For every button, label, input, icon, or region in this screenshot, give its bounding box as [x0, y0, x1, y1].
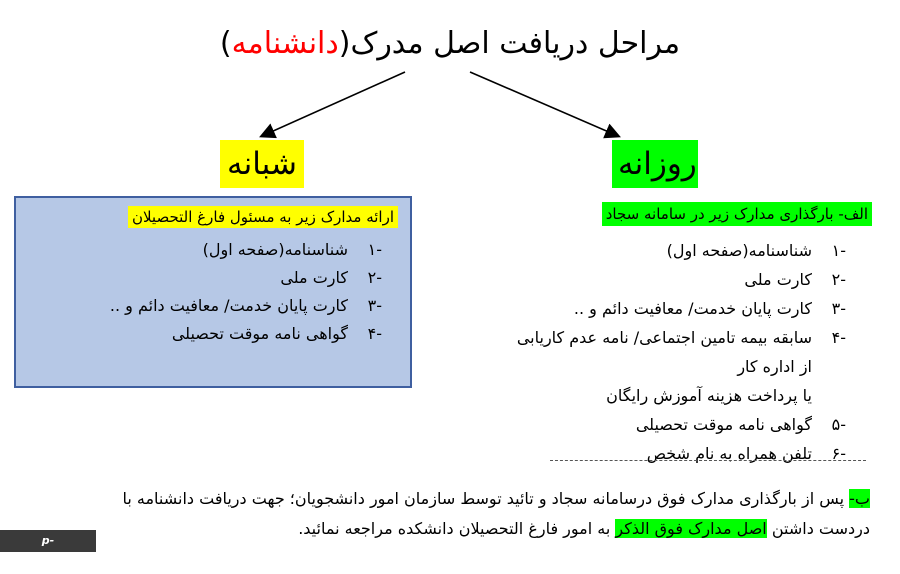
list-item [42, 264, 382, 292]
item-text: شناسنامه(صفحه اول) [202, 240, 348, 259]
night-label: شبانه [220, 140, 304, 188]
item-text: کارت ملی [744, 270, 812, 289]
list-item [42, 236, 382, 264]
item-continuation: یا پرداخت هزینه آموزش رایگان [606, 386, 812, 405]
item-text: کارت پایان خدمت/ معافیت دائم و .. [109, 296, 348, 315]
item-number: -۳ [831, 299, 846, 318]
item-text: شناسنامه(صفحه اول) [666, 241, 812, 260]
list-item [516, 323, 846, 381]
item-number: -۴ [367, 324, 382, 343]
footer-line-1 [50, 484, 870, 514]
item-number: -۲ [831, 270, 846, 289]
list-item [516, 294, 846, 323]
separator-line [550, 460, 866, 461]
item-number: -۵ [831, 415, 846, 434]
list-item [42, 320, 382, 348]
footer-line-2 [50, 514, 870, 544]
arrow-to-day [470, 72, 618, 136]
item-number: -۳ [367, 296, 382, 315]
item-text: تلفن همراه به نام شخص [646, 444, 812, 463]
footer-highlight: اصل مدارک فوق الذکر [615, 519, 767, 538]
day-label: روزانه [612, 140, 698, 188]
night-list [42, 236, 382, 348]
item-number: -۴ [831, 328, 846, 347]
list-item [516, 265, 846, 294]
page-title: مراحل دریافت اصل مدرک(دانشنامه) [219, 26, 681, 61]
item-text: کارت ملی [280, 268, 348, 287]
title-main: مراحل دریافت اصل مدرک [350, 26, 681, 61]
footer-note [50, 484, 870, 544]
item-text: گواهی نامه موقت تحصیلی [171, 324, 348, 343]
title-highlight: دانشنامه [231, 26, 339, 61]
night-heading: ارائه مدارک زیر به مسئول فارغ التحصیلان [128, 206, 398, 228]
footer-prefix: ب- [849, 489, 870, 508]
footer-line-2-b: به امور فارغ التحصیلان دانشکده مراجعه نمائید. [298, 519, 616, 538]
item-text: گواهی نامه موقت تحصیلی [635, 415, 812, 434]
list-item [516, 439, 846, 468]
item-number: -۲ [367, 268, 382, 287]
day-list [516, 236, 846, 468]
night-requirements-box [14, 196, 412, 388]
arrow-to-night [262, 72, 405, 136]
site-watermark: p-babol.tvu.ac.ir [0, 530, 96, 552]
list-item [516, 410, 846, 439]
footer-line-2-a: دردست داشتن [766, 519, 870, 538]
list-item [516, 236, 846, 265]
item-text: سابقه بیمه تامین اجتماعی/ نامه عدم کاریابی از اداره کار [516, 328, 812, 376]
item-text: کارت پایان خدمت/ معافیت دائم و .. [573, 299, 812, 318]
item-number: -۶ [831, 444, 846, 463]
list-item [42, 292, 382, 320]
day-heading: الف- بارگذاری مدارک زیر در سامانه سجاد [602, 202, 872, 226]
item-number: -۱ [831, 241, 846, 260]
footer-line-1-text: پس از بارگذاری مدارک فوق درسامانه سجاد و تائید توسط سازمان امور دانشجویان؛ جهت دریافت دانشنامه با [122, 489, 850, 508]
item-number: -۱ [367, 240, 382, 259]
